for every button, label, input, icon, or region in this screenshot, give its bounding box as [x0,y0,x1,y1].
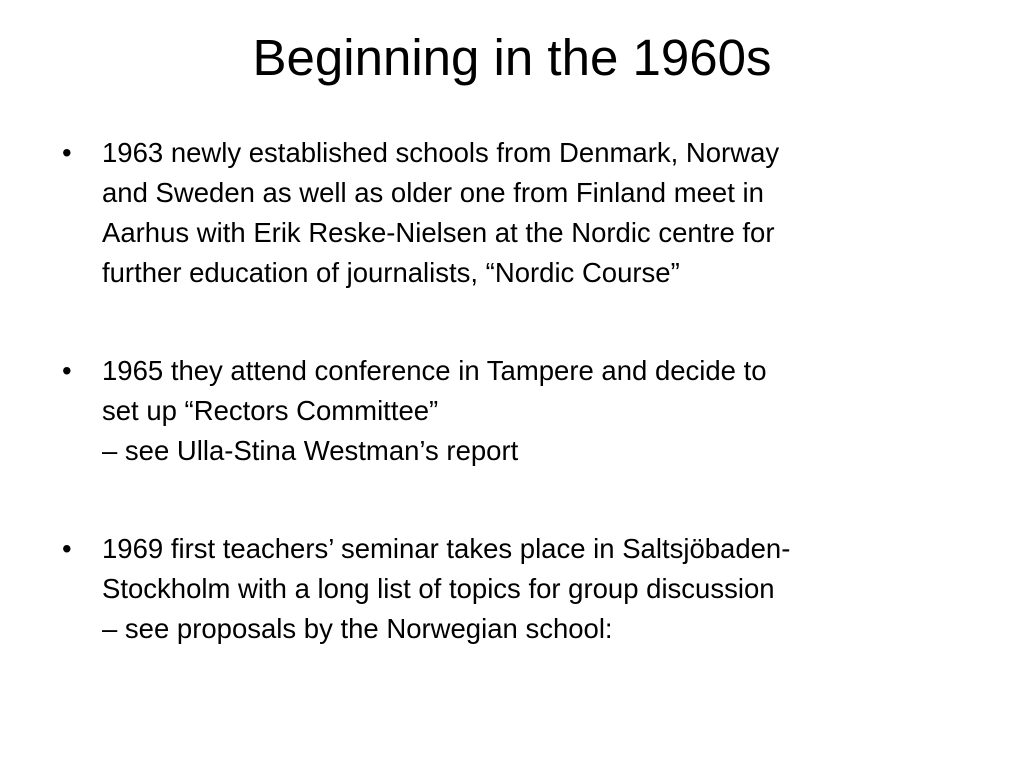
bullet-item-1965 [62,351,982,471]
bullet-marker: • [62,533,72,564]
bullet-text-line: 1969 first teachers’ seminar takes place in Saltsjöbaden- [102,533,791,564]
bullet-text-line: 1965 they attend conference in Tampere and decide to [102,355,767,386]
bullet-text-line: and Sweden as well as older one from Finland meet in [102,177,764,208]
bullet-marker: • [62,137,72,168]
bullet-text-line: – see Ulla-Stina Westman’s report [102,435,519,466]
bullet-list [62,133,982,649]
bullet-text-line: 1963 newly established schools from Denmark, Norway [102,137,780,168]
bullet-text-line: further education of journalists, “Nordic Course” [102,257,680,288]
slide-title: Beginning in the 1960s [252,29,772,86]
bullet-item-1963 [62,133,982,293]
bullet-text-line: – see proposals by the Norwegian school: [102,613,613,644]
bullet-item-1969 [62,529,982,649]
bullet-text-line: Stockholm with a long list of topics for group discussion [102,573,775,604]
bullet-text-line: set up “Rectors Committee” [102,395,439,426]
bullet-marker: • [62,355,72,386]
bullet-text-line: Aarhus with Erik Reske-Nielsen at the Nordic centre for [102,217,775,248]
